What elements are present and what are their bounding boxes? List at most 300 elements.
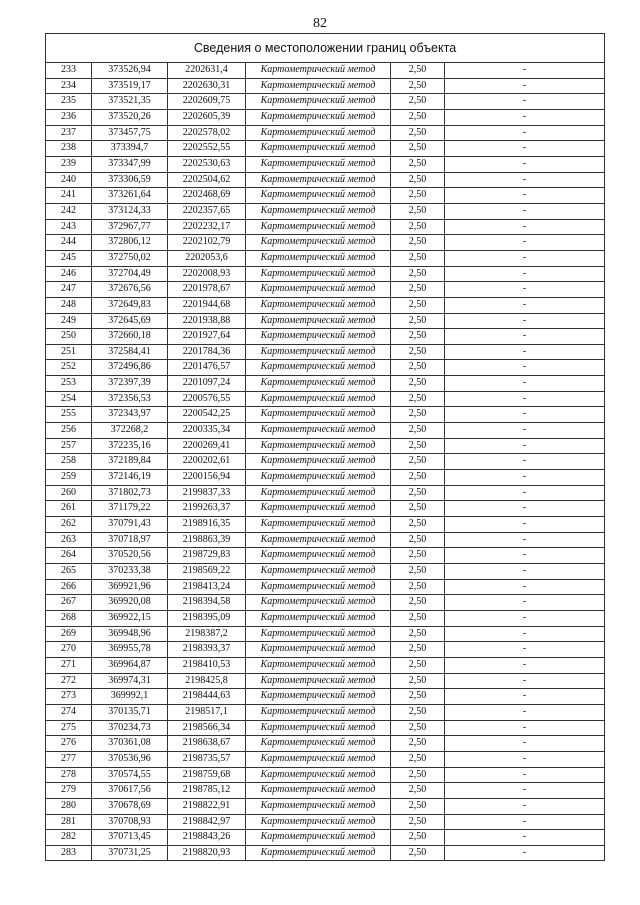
point-number-cell: 240	[46, 172, 92, 188]
x-coordinate-cell: 369921,96	[92, 579, 168, 595]
x-coordinate-cell: 369974,31	[92, 673, 168, 689]
table-row	[46, 78, 605, 94]
accuracy-cell: 2,50	[391, 78, 445, 94]
y-coordinate-cell: 2198729,83	[168, 548, 246, 564]
method-cell: Картометрический метод	[246, 63, 391, 79]
table-row	[46, 125, 605, 141]
x-coordinate-cell: 370617,56	[92, 783, 168, 799]
method-cell: Картометрический метод	[246, 172, 391, 188]
y-coordinate-cell: 2202008,93	[168, 266, 246, 282]
boundary-coordinates-table	[45, 33, 605, 861]
accuracy-cell: 2,50	[391, 548, 445, 564]
point-number-cell: 253	[46, 376, 92, 392]
method-cell: Картометрический метод	[246, 109, 391, 125]
point-number-cell: 274	[46, 704, 92, 720]
x-coordinate-cell: 372268,2	[92, 423, 168, 439]
accuracy-cell: 2,50	[391, 798, 445, 814]
accuracy-cell: 2,50	[391, 767, 445, 783]
x-coordinate-cell: 372356,53	[92, 391, 168, 407]
description-cell: -	[445, 673, 605, 689]
accuracy-cell: 2,50	[391, 736, 445, 752]
description-cell: -	[445, 845, 605, 861]
method-cell: Картометрический метод	[246, 736, 391, 752]
y-coordinate-cell: 2198394,58	[168, 595, 246, 611]
description-cell: -	[445, 360, 605, 376]
table-row	[46, 407, 605, 423]
point-number-cell: 248	[46, 297, 92, 313]
y-coordinate-cell: 2202102,79	[168, 235, 246, 251]
description-cell: -	[445, 720, 605, 736]
y-coordinate-cell: 2201944,68	[168, 297, 246, 313]
table-row	[46, 642, 605, 658]
accuracy-cell: 2,50	[391, 313, 445, 329]
table-row	[46, 673, 605, 689]
point-number-cell: 242	[46, 203, 92, 219]
point-number-cell: 272	[46, 673, 92, 689]
y-coordinate-cell: 2202530,63	[168, 156, 246, 172]
method-cell: Картометрический метод	[246, 344, 391, 360]
x-coordinate-cell: 373394,7	[92, 141, 168, 157]
method-cell: Картометрический метод	[246, 141, 391, 157]
y-coordinate-cell: 2198393,37	[168, 642, 246, 658]
description-cell: -	[445, 156, 605, 172]
x-coordinate-cell: 372645,69	[92, 313, 168, 329]
description-cell: -	[445, 78, 605, 94]
y-coordinate-cell: 2202468,69	[168, 188, 246, 204]
y-coordinate-cell: 2198822,91	[168, 798, 246, 814]
y-coordinate-cell: 2202053,6	[168, 250, 246, 266]
point-number-cell: 241	[46, 188, 92, 204]
y-coordinate-cell: 2198395,09	[168, 610, 246, 626]
accuracy-cell: 2,50	[391, 219, 445, 235]
y-coordinate-cell: 2201938,88	[168, 313, 246, 329]
table-row	[46, 595, 605, 611]
method-cell: Картометрический метод	[246, 125, 391, 141]
accuracy-cell: 2,50	[391, 673, 445, 689]
point-number-cell: 276	[46, 736, 92, 752]
y-coordinate-cell: 2201097,24	[168, 376, 246, 392]
y-coordinate-cell: 2198444,63	[168, 689, 246, 705]
point-number-cell: 259	[46, 470, 92, 486]
x-coordinate-cell: 373347,99	[92, 156, 168, 172]
x-coordinate-cell: 373457,75	[92, 125, 168, 141]
point-number-cell: 246	[46, 266, 92, 282]
table-row	[46, 250, 605, 266]
x-coordinate-cell: 373519,17	[92, 78, 168, 94]
method-cell: Картометрический метод	[246, 657, 391, 673]
y-coordinate-cell: 2200542,25	[168, 407, 246, 423]
table-row	[46, 235, 605, 251]
x-coordinate-cell: 370731,25	[92, 845, 168, 861]
method-cell: Картометрический метод	[246, 501, 391, 517]
y-coordinate-cell: 2198566,34	[168, 720, 246, 736]
method-cell: Картометрический метод	[246, 579, 391, 595]
y-coordinate-cell: 2198863,39	[168, 532, 246, 548]
method-cell: Картометрический метод	[246, 783, 391, 799]
accuracy-cell: 2,50	[391, 235, 445, 251]
accuracy-cell: 2,50	[391, 532, 445, 548]
description-cell: -	[445, 376, 605, 392]
method-cell: Картометрический метод	[246, 438, 391, 454]
x-coordinate-cell: 373261,64	[92, 188, 168, 204]
table-row	[46, 564, 605, 580]
y-coordinate-cell: 2202552,55	[168, 141, 246, 157]
table-row	[46, 266, 605, 282]
description-cell: -	[445, 532, 605, 548]
accuracy-cell: 2,50	[391, 250, 445, 266]
x-coordinate-cell: 372660,18	[92, 329, 168, 345]
method-cell: Картометрический метод	[246, 548, 391, 564]
description-cell: -	[445, 344, 605, 360]
table-row	[46, 156, 605, 172]
point-number-cell: 249	[46, 313, 92, 329]
method-cell: Картометрический метод	[246, 830, 391, 846]
method-cell: Картометрический метод	[246, 610, 391, 626]
x-coordinate-cell: 372343,97	[92, 407, 168, 423]
method-cell: Картометрический метод	[246, 626, 391, 642]
point-number-cell: 263	[46, 532, 92, 548]
description-cell: -	[445, 454, 605, 470]
point-number-cell: 252	[46, 360, 92, 376]
y-coordinate-cell: 2201476,57	[168, 360, 246, 376]
table-row	[46, 626, 605, 642]
y-coordinate-cell: 2200156,94	[168, 470, 246, 486]
method-cell: Картометрический метод	[246, 845, 391, 861]
accuracy-cell: 2,50	[391, 689, 445, 705]
x-coordinate-cell: 370708,93	[92, 814, 168, 830]
method-cell: Картометрический метод	[246, 188, 391, 204]
table-row	[46, 720, 605, 736]
table-row	[46, 391, 605, 407]
x-coordinate-cell: 373521,35	[92, 94, 168, 110]
table-row	[46, 736, 605, 752]
accuracy-cell: 2,50	[391, 517, 445, 533]
description-cell: -	[445, 626, 605, 642]
x-coordinate-cell: 372704,49	[92, 266, 168, 282]
x-coordinate-cell: 370718,97	[92, 532, 168, 548]
accuracy-cell: 2,50	[391, 814, 445, 830]
point-number-cell: 233	[46, 63, 92, 79]
y-coordinate-cell: 2198785,12	[168, 783, 246, 799]
table-row	[46, 501, 605, 517]
y-coordinate-cell: 2198410,53	[168, 657, 246, 673]
point-number-cell: 267	[46, 595, 92, 611]
point-number-cell: 255	[46, 407, 92, 423]
x-coordinate-cell: 373520,26	[92, 109, 168, 125]
x-coordinate-cell: 372649,83	[92, 297, 168, 313]
description-cell: -	[445, 798, 605, 814]
point-number-cell: 254	[46, 391, 92, 407]
description-cell: -	[445, 548, 605, 564]
point-number-cell: 239	[46, 156, 92, 172]
description-cell: -	[445, 689, 605, 705]
point-number-cell: 244	[46, 235, 92, 251]
x-coordinate-cell: 372397,39	[92, 376, 168, 392]
y-coordinate-cell: 2198413,24	[168, 579, 246, 595]
description-cell: -	[445, 219, 605, 235]
table-row	[46, 704, 605, 720]
description-cell: -	[445, 517, 605, 533]
table-row	[46, 329, 605, 345]
accuracy-cell: 2,50	[391, 109, 445, 125]
y-coordinate-cell: 2202578,02	[168, 125, 246, 141]
y-coordinate-cell: 2201927,64	[168, 329, 246, 345]
table-row	[46, 109, 605, 125]
method-cell: Картометрический метод	[246, 564, 391, 580]
method-cell: Картометрический метод	[246, 219, 391, 235]
y-coordinate-cell: 2198735,57	[168, 751, 246, 767]
accuracy-cell: 2,50	[391, 845, 445, 861]
description-cell: -	[445, 125, 605, 141]
method-cell: Картометрический метод	[246, 313, 391, 329]
method-cell: Картометрический метод	[246, 767, 391, 783]
method-cell: Картометрический метод	[246, 704, 391, 720]
accuracy-cell: 2,50	[391, 282, 445, 298]
description-cell: -	[445, 595, 605, 611]
description-cell: -	[445, 470, 605, 486]
y-coordinate-cell: 2202504,62	[168, 172, 246, 188]
y-coordinate-cell: 2200335,34	[168, 423, 246, 439]
x-coordinate-cell: 370678,69	[92, 798, 168, 814]
description-cell: -	[445, 438, 605, 454]
x-coordinate-cell: 372967,77	[92, 219, 168, 235]
method-cell: Картометрический метод	[246, 391, 391, 407]
description-cell: -	[445, 407, 605, 423]
point-number-cell: 279	[46, 783, 92, 799]
y-coordinate-cell: 2198916,35	[168, 517, 246, 533]
accuracy-cell: 2,50	[391, 720, 445, 736]
point-number-cell: 261	[46, 501, 92, 517]
accuracy-cell: 2,50	[391, 376, 445, 392]
point-number-cell: 268	[46, 610, 92, 626]
table-row	[46, 423, 605, 439]
method-cell: Картометрический метод	[246, 360, 391, 376]
accuracy-cell: 2,50	[391, 579, 445, 595]
description-cell: -	[445, 830, 605, 846]
table-row	[46, 548, 605, 564]
y-coordinate-cell: 2200269,41	[168, 438, 246, 454]
description-cell: -	[445, 391, 605, 407]
y-coordinate-cell: 2202357,65	[168, 203, 246, 219]
accuracy-cell: 2,50	[391, 501, 445, 517]
accuracy-cell: 2,50	[391, 830, 445, 846]
x-coordinate-cell: 370361,08	[92, 736, 168, 752]
method-cell: Картометрический метод	[246, 595, 391, 611]
description-cell: -	[445, 235, 605, 251]
description-cell: -	[445, 610, 605, 626]
table-row	[46, 517, 605, 533]
accuracy-cell: 2,50	[391, 344, 445, 360]
table-title: Сведения о местоположении границ объекта	[46, 34, 605, 63]
x-coordinate-cell: 372189,84	[92, 454, 168, 470]
y-coordinate-cell: 2198387,2	[168, 626, 246, 642]
table-row	[46, 783, 605, 799]
table-row	[46, 297, 605, 313]
page-number: 82	[313, 16, 327, 31]
x-coordinate-cell: 373124,33	[92, 203, 168, 219]
description-cell: -	[445, 814, 605, 830]
point-number-cell: 278	[46, 767, 92, 783]
table-row	[46, 63, 605, 79]
description-cell: -	[445, 250, 605, 266]
table-row	[46, 579, 605, 595]
table-row	[46, 172, 605, 188]
point-number-cell: 269	[46, 626, 92, 642]
description-cell: -	[445, 704, 605, 720]
method-cell: Картометрический метод	[246, 266, 391, 282]
accuracy-cell: 2,50	[391, 156, 445, 172]
x-coordinate-cell: 369922,15	[92, 610, 168, 626]
x-coordinate-cell: 370234,73	[92, 720, 168, 736]
description-cell: -	[445, 266, 605, 282]
method-cell: Картометрический метод	[246, 798, 391, 814]
method-cell: Картометрический метод	[246, 814, 391, 830]
y-coordinate-cell: 2199837,33	[168, 485, 246, 501]
description-cell: -	[445, 329, 605, 345]
point-number-cell: 236	[46, 109, 92, 125]
table-row	[46, 830, 605, 846]
y-coordinate-cell: 2198517,1	[168, 704, 246, 720]
accuracy-cell: 2,50	[391, 595, 445, 611]
description-cell: -	[445, 63, 605, 79]
x-coordinate-cell: 372750,02	[92, 250, 168, 266]
method-cell: Картометрический метод	[246, 532, 391, 548]
method-cell: Картометрический метод	[246, 751, 391, 767]
accuracy-cell: 2,50	[391, 329, 445, 345]
table-title-row	[46, 34, 605, 63]
description-cell: -	[445, 297, 605, 313]
table-row	[46, 485, 605, 501]
description-cell: -	[445, 423, 605, 439]
point-number-cell: 250	[46, 329, 92, 345]
point-number-cell: 271	[46, 657, 92, 673]
table-row	[46, 657, 605, 673]
table-row	[46, 438, 605, 454]
point-number-cell: 281	[46, 814, 92, 830]
accuracy-cell: 2,50	[391, 297, 445, 313]
description-cell: -	[445, 94, 605, 110]
table-row	[46, 610, 605, 626]
table-row	[46, 767, 605, 783]
y-coordinate-cell: 2202232,17	[168, 219, 246, 235]
description-cell: -	[445, 172, 605, 188]
table-row	[46, 470, 605, 486]
method-cell: Картометрический метод	[246, 642, 391, 658]
x-coordinate-cell: 373306,59	[92, 172, 168, 188]
point-number-cell: 264	[46, 548, 92, 564]
x-coordinate-cell: 372235,16	[92, 438, 168, 454]
x-coordinate-cell: 369992,1	[92, 689, 168, 705]
table-row	[46, 751, 605, 767]
y-coordinate-cell: 2198425,8	[168, 673, 246, 689]
table-row	[46, 94, 605, 110]
description-cell: -	[445, 783, 605, 799]
table-row	[46, 798, 605, 814]
method-cell: Картометрический метод	[246, 78, 391, 94]
method-cell: Картометрический метод	[246, 485, 391, 501]
method-cell: Картометрический метод	[246, 376, 391, 392]
method-cell: Картометрический метод	[246, 423, 391, 439]
table-row	[46, 313, 605, 329]
y-coordinate-cell: 2202631,4	[168, 63, 246, 79]
point-number-cell: 245	[46, 250, 92, 266]
point-number-cell: 243	[46, 219, 92, 235]
point-number-cell: 237	[46, 125, 92, 141]
method-cell: Картометрический метод	[246, 329, 391, 345]
table-row	[46, 344, 605, 360]
description-cell: -	[445, 109, 605, 125]
table-row	[46, 814, 605, 830]
accuracy-cell: 2,50	[391, 783, 445, 799]
y-coordinate-cell: 2200576,55	[168, 391, 246, 407]
accuracy-cell: 2,50	[391, 657, 445, 673]
point-number-cell: 235	[46, 94, 92, 110]
y-coordinate-cell: 2200202,61	[168, 454, 246, 470]
accuracy-cell: 2,50	[391, 266, 445, 282]
x-coordinate-cell: 369920,08	[92, 595, 168, 611]
accuracy-cell: 2,50	[391, 704, 445, 720]
method-cell: Картометрический метод	[246, 517, 391, 533]
accuracy-cell: 2,50	[391, 188, 445, 204]
x-coordinate-cell: 373526,94	[92, 63, 168, 79]
x-coordinate-cell: 370233,38	[92, 564, 168, 580]
point-number-cell: 262	[46, 517, 92, 533]
y-coordinate-cell: 2201978,67	[168, 282, 246, 298]
table-row	[46, 454, 605, 470]
description-cell: -	[445, 657, 605, 673]
table-row	[46, 219, 605, 235]
table-row	[46, 376, 605, 392]
description-cell: -	[445, 642, 605, 658]
accuracy-cell: 2,50	[391, 454, 445, 470]
x-coordinate-cell: 369948,96	[92, 626, 168, 642]
point-number-cell: 266	[46, 579, 92, 595]
description-cell: -	[445, 564, 605, 580]
accuracy-cell: 2,50	[391, 642, 445, 658]
point-number-cell: 234	[46, 78, 92, 94]
table-row	[46, 845, 605, 861]
x-coordinate-cell: 370713,45	[92, 830, 168, 846]
method-cell: Картометрический метод	[246, 470, 391, 486]
description-cell: -	[445, 141, 605, 157]
method-cell: Картометрический метод	[246, 673, 391, 689]
accuracy-cell: 2,50	[391, 423, 445, 439]
table-row	[46, 360, 605, 376]
accuracy-cell: 2,50	[391, 438, 445, 454]
point-number-cell: 256	[46, 423, 92, 439]
x-coordinate-cell: 372584,41	[92, 344, 168, 360]
x-coordinate-cell: 370574,55	[92, 767, 168, 783]
description-cell: -	[445, 313, 605, 329]
point-number-cell: 277	[46, 751, 92, 767]
description-cell: -	[445, 485, 605, 501]
point-number-cell: 257	[46, 438, 92, 454]
point-number-cell: 273	[46, 689, 92, 705]
accuracy-cell: 2,50	[391, 141, 445, 157]
accuracy-cell: 2,50	[391, 626, 445, 642]
accuracy-cell: 2,50	[391, 203, 445, 219]
description-cell: -	[445, 767, 605, 783]
point-number-cell: 280	[46, 798, 92, 814]
accuracy-cell: 2,50	[391, 610, 445, 626]
point-number-cell: 275	[46, 720, 92, 736]
description-cell: -	[445, 501, 605, 517]
y-coordinate-cell: 2202630,31	[168, 78, 246, 94]
point-number-cell: 238	[46, 141, 92, 157]
accuracy-cell: 2,50	[391, 470, 445, 486]
y-coordinate-cell: 2198759,68	[168, 767, 246, 783]
y-coordinate-cell: 2198843,26	[168, 830, 246, 846]
